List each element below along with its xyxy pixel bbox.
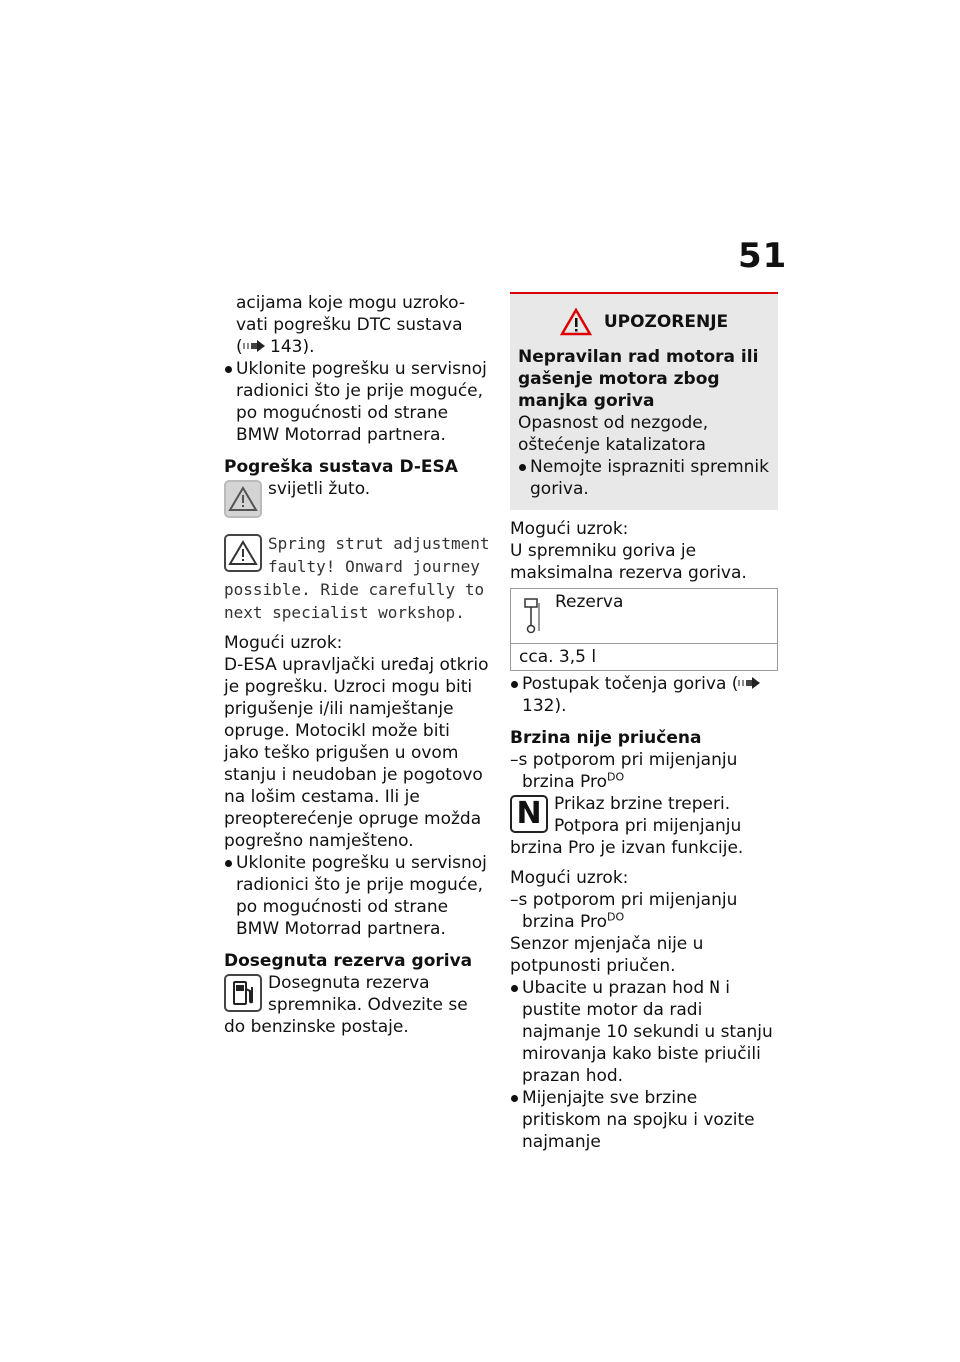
list-item: Ubacite u prazan hod N i pustite motor da radi najmanje 10 sekundi u stanju mirovanja kako biste priučili prazan hod. [510, 977, 778, 1087]
list-item: Nemojte isprazniti spremnik goriva. [518, 456, 770, 500]
right-column [510, 292, 778, 1153]
warning-triangle-icon [560, 308, 592, 336]
reserve-table [510, 588, 778, 671]
sensor-text: Senzor mjenjača nije u potpunosti priučen. [510, 934, 704, 976]
arrow-ref-icon [738, 673, 760, 695]
warning-box [510, 292, 778, 510]
list-item: Uklonite pogrešku u servisnoj radionici što je prije moguće, po mogućnosti od strane BMW Motorrad partnera. [224, 852, 490, 940]
cause-label: Mogući uzrok: [510, 868, 629, 888]
warning-triangle-icon [224, 534, 262, 572]
cause-text: U spremniku goriva je maksimalna rezerva goriva. [510, 541, 747, 583]
display-message: Spring strut adjustment faulty! Onward journey possible. Ride carefully to next specialist workshop. [224, 534, 490, 622]
left-column [224, 292, 490, 1038]
fuel-pump-icon [224, 974, 262, 1012]
fuel-reserve-icon [523, 595, 541, 641]
condition-line: –s potporom pri mijenjanju brzina Pro$^{DO}$ [510, 890, 738, 932]
section-heading: Brzina nije priučena [510, 728, 702, 748]
warning-triangle-icon [224, 480, 262, 518]
page-number: 51 [738, 236, 788, 276]
table-label-cell: Rezerva [511, 589, 778, 644]
section-heading: Dosegnuta rezerva goriva [224, 951, 473, 971]
list-item: Postupak točenja goriva ( 132). [510, 673, 778, 717]
list-item: Uklonite pogrešku u servisnoj radionici što je prije moguće, po mogućnosti od strane BMW Motorrad partnera. [224, 358, 490, 446]
warning-heading: Nepravilan rad motora ili gašenje motora zbog manjka goriva [518, 347, 759, 411]
list-item: Mijenjajte sve brzine pritiskom na spojku i vozite najmanje [510, 1087, 778, 1153]
cause-label: Mogući uzrok: [224, 633, 343, 653]
condition-line: –s potporom pri mijenjanju brzina Pro$^{DO}$ [510, 750, 738, 792]
page-reference: ( 143). [236, 337, 315, 357]
cause-label: Mogući uzrok: [510, 519, 629, 539]
fuel-text: Dosegnuta rezerva spremnika. Odvezite se do benzinske postaje. [224, 973, 468, 1037]
warning-text: Opasnost od nezgode, oštećenje katalizatora [518, 413, 709, 455]
continued-text-line: acijama koje mogu uzroko- [236, 293, 465, 313]
arrow-ref-icon [243, 336, 265, 358]
gear-text: Prikaz brzine treperi. Potpora pri mijenjanju brzina Pro je izvan funkcije. [510, 794, 744, 858]
continued-text-line: vati pogrešku DTC sustava [236, 315, 463, 335]
gear-n-icon: N [510, 795, 548, 833]
indicator-text: svijetli žuto. [268, 479, 371, 499]
warning-title: UPOZORENJE [518, 308, 770, 336]
cause-text: D-ESA upravljački uređaj otkrio je pogrešku. Uzroci mogu biti prigušenje i/ili namještanje opruge. Motocikl može biti jako teško prigušen u ovom stanju i neudoban je pogotovo na lošim cestama. Ili je preopterećenje opruge možda pogrešno namješteno. [224, 655, 489, 851]
table-value-cell: cca. 3,5 l [511, 644, 778, 671]
section-heading: Pogreška sustava D-ESA [224, 457, 458, 477]
